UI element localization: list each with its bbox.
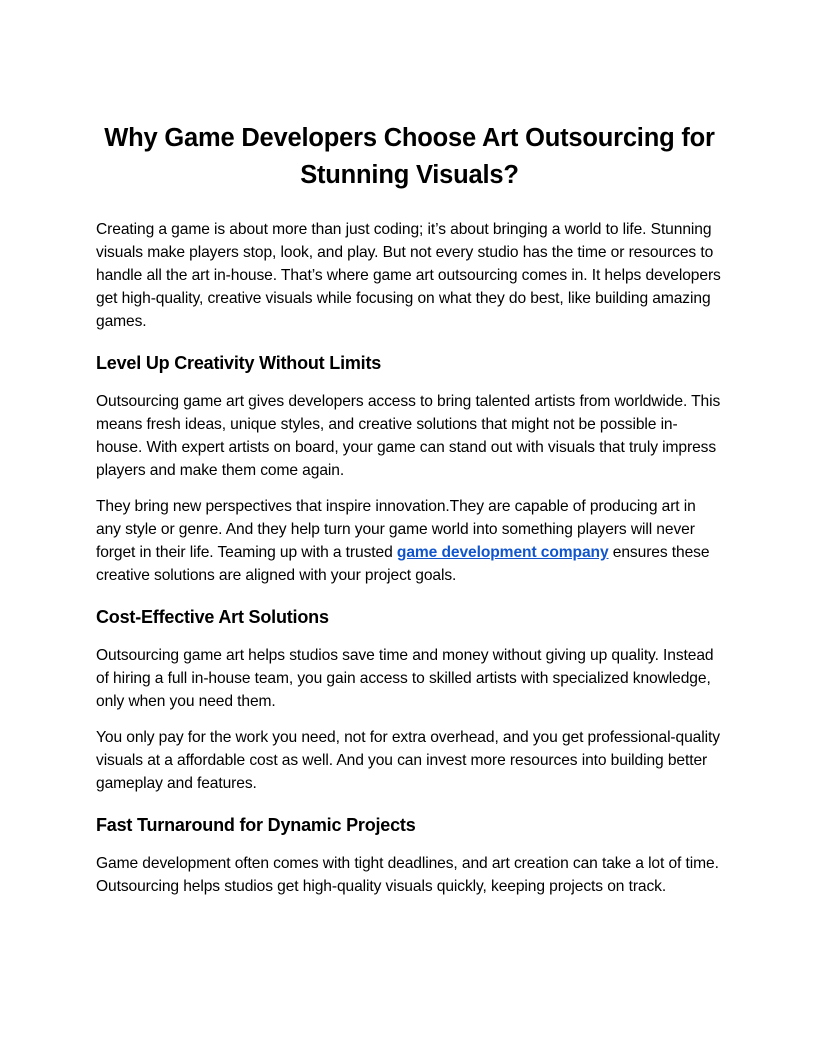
- section-heading-turnaround: Fast Turnaround for Dynamic Projects: [96, 815, 416, 835]
- document-title: Why Game Developers Choose Art Outsourcing for Stunning Visuals?: [104, 124, 715, 189]
- game-development-company-link[interactable]: game development company: [396, 544, 609, 561]
- turnaround-paragraph-1: Game development often comes with tight deadlines, and art creation can take a lot of time. Outsourcing helps studios get high-quality visuals quickly, keeping projects on track.: [96, 855, 719, 895]
- section-heading-creativity: Level Up Creativity Without Limits: [96, 353, 382, 373]
- creativity-paragraph-2: [96, 495, 721, 587]
- cost-paragraph-2: You only pay for the work you need, not for extra overhead, and you get professional-quality visuals at a affordable cost as well. And you can invest more resources into building better gameplay and features.: [96, 729, 720, 792]
- intro-paragraph: Creating a game is about more than just coding; it’s about bringing a world to life. Stunning visuals make players stop, look, and play. But not every studio has the time or resources to handle all the art in-house. That’s where game art outsourcing comes in. It helps developers get high-quality, creative visuals while focusing on what they do best, like building amazing games.: [96, 221, 721, 330]
- document-page: [96, 120, 721, 911]
- paragraph-text-before-link: They bring new perspectives that inspire innovation.They are capable of producing art in any style or genre. And they help turn your game world into something players will never forget in their life. Teaming up with a trusted: [96, 498, 696, 561]
- cost-paragraph-1: Outsourcing game art helps studios save time and money without giving up quality. Instead of hiring a full in-house team, you gain access to skilled artists with specialized knowledge, only when you need them.: [96, 647, 714, 710]
- section-heading-cost: Cost-Effective Art Solutions: [96, 607, 329, 627]
- creativity-paragraph-1: Outsourcing game art gives developers access to bring talented artists from worldwide. This means fresh ideas, unique styles, and creative solutions that might not be possible in-house. With expert artists on board, your game can stand out with visuals that truly impress players and make them come again.: [96, 393, 721, 479]
- paragraph-text-after-link: ensures these creative solutions are aligned with your project goals.: [96, 544, 710, 584]
